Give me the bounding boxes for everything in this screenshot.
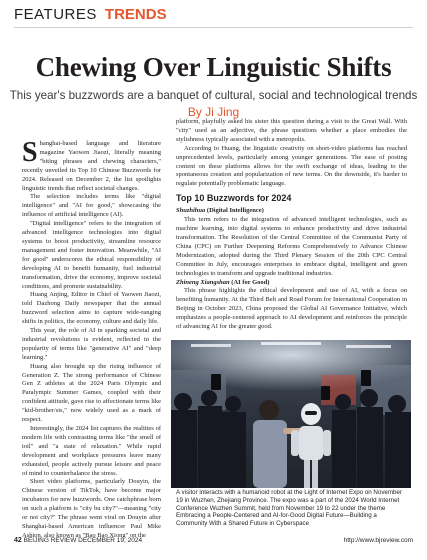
- subsection-label: TRENDS: [104, 6, 167, 23]
- article-photo: [171, 340, 411, 488]
- term-english: (AI for Good): [231, 278, 270, 286]
- paragraph: According to Huang, the linguistic creativity on short-video platforms has reached unprecedented levels, particularly among younger generations. The ease of posting content on these platforms allows for the swift exchange of ideas, leading to the spontaneous creation and popularization of new terms. On the downside, it's harder to regulate potentially problematic language.: [176, 144, 407, 188]
- robot-expo-photo: [171, 340, 411, 488]
- section-label: FEATURES: [14, 6, 97, 23]
- paragraph: The selection includes terms like "digital intelligence" and "AI for good," showcasing the influence of artificial intelligence (AI).: [22, 193, 161, 219]
- paragraph: Short video platforms, particularly Douyin, the Chinese version of TikTok, have become major incubators for new buzzwords. One catchphrase born on such a platform is "city bu city?"—meaning "city or not city?" The phrase went viral on Douyin after Shanghai-based American influencer Paul Mike Ashton, also known as "Bao Bao Xiong" on the: [22, 478, 161, 539]
- page-footer: [14, 537, 413, 547]
- publication-info: BEIJING REVIEW DECEMBER 19, 2024: [23, 537, 143, 544]
- paragraph: Shanghai-based language and literature magazine Yaowen Jiaozi, literally meaning "biting phrases and chewing characters," recently unveiled its Top 10 Chinese Buzzwords for 2024. Released on December 2, the list spotlights linguistic trends that reflect societal changes.: [22, 137, 161, 192]
- paragraph: This term refers to the integration of advanced intelligent technologies, such as machine learning, into digital systems to enhance productivity and drive industrial transformation. The Resolution of the Central Committee of the Communist Party of China (CPC) on Further Deepening Reforms Comprehensively to Advance Chinese Modernization, adopted during the Third Plenary Session of the 20th CPC Central Committee in July, encourages enterprises to embrace digital, intelligent and green technologies to transform and upgrade traditional industries.: [176, 216, 407, 277]
- sidebar-heading: Top 10 Buzzwords for 2024: [176, 193, 292, 204]
- paragraph: This year, the role of AI in sparking societal and industrial revolutions is evident, reflected in the popularity of terms like "generative AI" and "deep learning.": [22, 327, 161, 361]
- section-header: [14, 6, 413, 24]
- body-column-left: [22, 137, 161, 539]
- paragraph: "Digital intelligence" refers to the integration of advanced intelligence technologies into digital systems to boost productivity, streamline resource management and foster innovation. Meanwhile, "AI for good" underscores the ethical responsibility of developing AI to benefit humanity, fuel industrial transformation, drive the economy, improve societal conditions, and promote sustainability.: [22, 220, 161, 290]
- drop-cap: S: [22, 137, 38, 168]
- article-subtitle: This year's buzzwords are a banquet of cultural, social and technological trends: [9, 89, 418, 102]
- paragraph: Interestingly, the 2024 list captures the realities of modern life with contrasting terms like "the smell of toil" and "a state of relaxation." While rapid development and workplace pressures leave many exhausted, people actively pursue leisure and peace of mind to counterbalance the stress.: [22, 425, 161, 477]
- header-divider: [14, 27, 413, 28]
- article-title: Chewing Over Linguistic Shifts: [35, 52, 392, 82]
- paragraph: Huang also brought up the rising influence of Generation Z. The strong performance of Chinese Gen Z athletes at the 2024 Paris Olympic and Paralympic Summer Games, coupled with their confident attitude, gave rise to affectionate terms like "kid-brother/sis," now widely used as a mark of respect.: [22, 362, 161, 424]
- term-pinyin: Zhineng Xiangshan: [176, 278, 230, 286]
- body-column-right: [176, 118, 407, 342]
- term-english: (Digital Intelligence): [206, 207, 264, 215]
- publication-url: http://www.bjreview.com: [343, 537, 413, 544]
- buzzword-term: [176, 207, 407, 216]
- article-byline: By Ji Jing: [187, 105, 240, 119]
- photo-caption: A visitor interacts with a humanoid robot at the Light of Internet Expo on November 19 in Wuzhen, Zhejiang Province. The expo was a part of the 2024 World Internet Conference Wuzhen Summit, held from November 19 to 22 under the theme Embracing a People-Centered and AI-for-Good Digital Future—Building a Community With a Shared Future in Cyberspace: [176, 489, 402, 528]
- paragraph: This phrase highlights the ethical development and use of AI, with a focus on benefiting humanity. At the Third Belt and Road Forum for International Cooperation in Beijing in October 2023, China proposed the Global AI Governance Initiative, which emphasizes a people-centered approach to AI development and reinforces the principle of advancing AI for the greater good.: [176, 287, 407, 331]
- page-number: 42: [14, 537, 22, 544]
- paragraph: platform, playfully asked his sister this question during a visit to the Great Wall. With "city" used as an adjective, the phrase questions whether a place embodies the stylishness typically associated with a metropolis.: [176, 118, 407, 143]
- paragraph: Huang Anjing, Editor in Chief of Yaowen Jiaozi, told Dazhong Daily newspaper that the annual buzzword selection aims to capture wide-ranging shifts in politics, the economy, culture and daily life.: [22, 291, 161, 326]
- buzzword-term: [176, 279, 407, 288]
- term-pinyin: Shuzhihua: [176, 207, 206, 215]
